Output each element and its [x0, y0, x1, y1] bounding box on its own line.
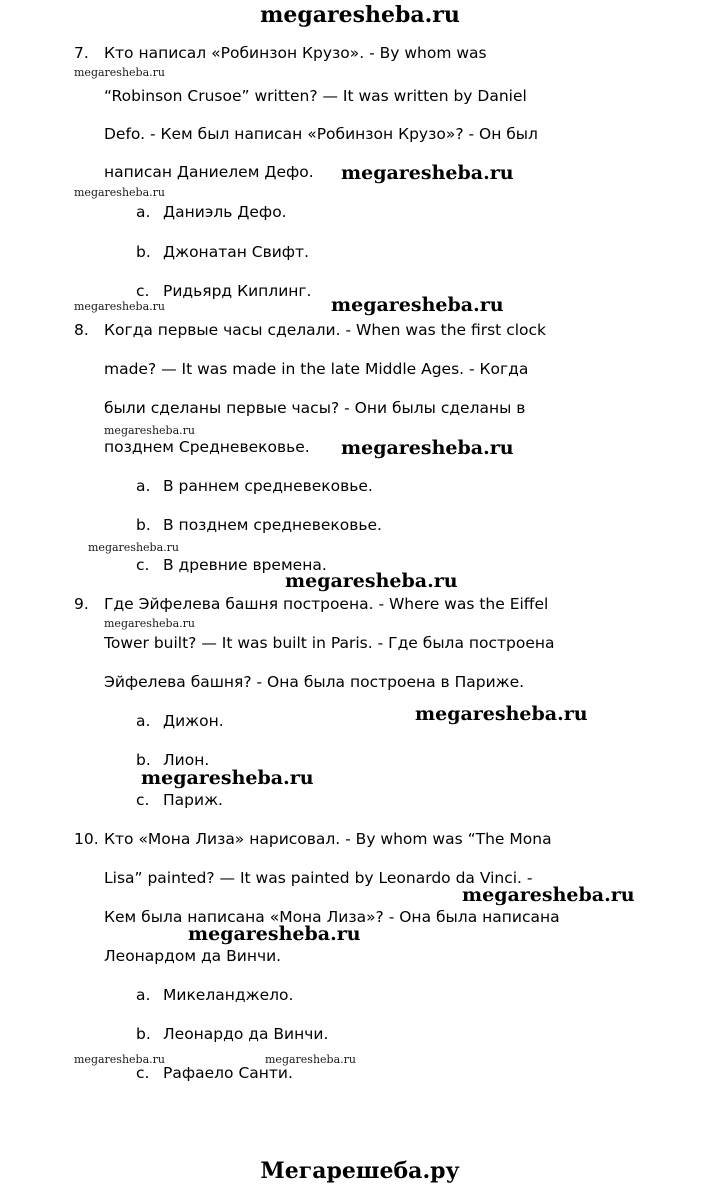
question-10-line-1: Кто «Мона Лиза» нарисовал. - By whom was “The Mona	[104, 830, 552, 848]
option-letter: b.	[136, 751, 151, 769]
watermark-small: megaresheba.ru	[74, 66, 165, 79]
option-text[interactable]: Париж.	[163, 791, 223, 809]
option-letter: c.	[136, 282, 150, 300]
page-header-title: megaresheba.ru	[260, 2, 460, 28]
watermark-small: megaresheba.ru	[74, 300, 165, 313]
watermark-big: megaresheba.ru	[188, 923, 361, 945]
option-text[interactable]: Даниэль Дефо.	[163, 203, 287, 221]
option-text[interactable]: Дижон.	[163, 712, 224, 730]
option-letter: c.	[136, 556, 150, 574]
watermark-big: megaresheba.ru	[462, 884, 635, 906]
page-footer-title: Мегарешеба.ру	[260, 1158, 460, 1184]
option-text[interactable]: Рафаело Санти.	[163, 1064, 293, 1082]
option-letter: b.	[136, 516, 151, 534]
question-number-8: 8.	[74, 321, 89, 339]
option-letter: c.	[136, 791, 150, 809]
watermark-big: megaresheba.ru	[141, 767, 314, 789]
question-10-line-4: Леонардом да Винчи.	[104, 947, 282, 965]
question-10-line-2: Lisa” painted? — It was painted by Leonardo da Vinci. -	[104, 869, 533, 887]
watermark-big: megaresheba.ru	[285, 570, 458, 592]
option-text[interactable]: Леонардо да Винчи.	[163, 1025, 329, 1043]
question-number-10: 10.	[74, 830, 99, 848]
watermark-small: megaresheba.ru	[104, 617, 195, 630]
watermark-small: megaresheba.ru	[265, 1053, 356, 1066]
option-text[interactable]: Ридьярд Киплинг.	[163, 282, 312, 300]
question-9-line-2: Tower built? — It was built in Paris. - Где была построена	[104, 634, 555, 652]
option-letter: b.	[136, 243, 151, 261]
question-10-line-3: Кем была написана «Мона Лиза»? - Она была написана	[104, 908, 560, 926]
option-letter: a.	[136, 712, 151, 730]
option-text[interactable]: В позднем средневековье.	[163, 516, 382, 534]
option-text[interactable]: Лион.	[163, 751, 210, 769]
watermark-big: megaresheba.ru	[415, 703, 588, 725]
option-letter: b.	[136, 1025, 151, 1043]
option-text[interactable]: В раннем средневековье.	[163, 477, 373, 495]
watermark-big: megaresheba.ru	[331, 294, 504, 316]
option-text[interactable]: В древние времена.	[163, 556, 327, 574]
question-9-line-3: Эйфелева башня? - Она была построена в Париже.	[104, 673, 525, 691]
question-7-line-4: написан Даниелем Дефо.	[104, 163, 314, 181]
question-7-line-2: “Robinson Crusoe” written? — It was written by Daniel	[104, 87, 527, 105]
question-7-line-1: Кто написал «Робинзон Крузо». - By whom was	[104, 44, 487, 62]
watermark-small: megaresheba.ru	[74, 1053, 165, 1066]
watermark-small: megaresheba.ru	[104, 424, 195, 437]
option-letter: c.	[136, 1064, 150, 1082]
question-9-line-1: Где Эйфелева башня построена. - Where was the Eiffel	[104, 595, 549, 613]
watermark-big: megaresheba.ru	[341, 162, 514, 184]
option-letter: a.	[136, 477, 151, 495]
watermark-small: megaresheba.ru	[88, 541, 179, 554]
option-letter: a.	[136, 986, 151, 1004]
question-7-line-3: Defo. - Кем был написан «Робинзон Крузо»? - Он был	[104, 125, 538, 143]
question-8-line-3: были сделаны первые часы? - Они былы сделаны в	[104, 399, 526, 417]
option-text[interactable]: Джонатан Свифт.	[163, 243, 310, 261]
question-number-7: 7.	[74, 44, 89, 62]
question-8-line-1: Когда первые часы сделали. - When was the first clock	[104, 321, 546, 339]
question-number-9: 9.	[74, 595, 89, 613]
option-text[interactable]: Микеланджело.	[163, 986, 294, 1004]
option-letter: a.	[136, 203, 151, 221]
question-8-line-2: made? — It was made in the late Middle Ages. - Когда	[104, 360, 529, 378]
watermark-big: megaresheba.ru	[341, 437, 514, 459]
question-8-line-4: позднем Средневековье.	[104, 438, 310, 456]
watermark-small: megaresheba.ru	[74, 186, 165, 199]
